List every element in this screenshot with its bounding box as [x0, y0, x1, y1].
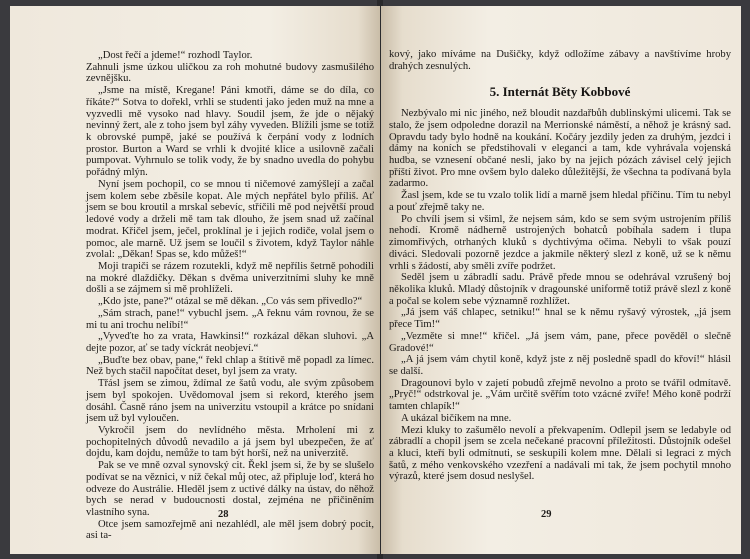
paragraph: kový, jako míváme na Dušičky, když odložíme zábavy a navštívíme hroby drahých zesnulých. [389, 49, 731, 72]
paragraph: „Kdo jste, pane?“ otázal se mě děkan. „Co vás sem přivedlo?“ [98, 296, 363, 308]
paragraph: Dragounovi bylo v zajetí pobudů zřejmě nevolno a proto se tvářil odmítavě. „Pryč!“ odstrkoval je. „Vám určitě svěřím toto vzácné zvíře! Mého koně podrží tamten chlapík!“ [389, 377, 731, 413]
paragraph: „Já jsem váš chlapec, setniku!“ hnal se k němu ryšavý výrostek, „já jsem přece Tim!“ [389, 307, 731, 331]
paragraph: „Vyveďte ho za vrata, Hawkinsi!“ rozkázal děkan sluhovi. „A dejte pozor, ať se tady víckrát neobjeví.“ [86, 331, 374, 354]
left-page-text [86, 50, 374, 542]
page-number: 29 [541, 509, 552, 520]
paragraph: A ukázal bičíkem na mne. [401, 412, 512, 424]
paragraph: „Vezměte si mne!“ křičel. „Já jsem vám, pane, přece pověděl o slečně Gradové!“ [389, 330, 731, 354]
paragraph: Třásl jsem se zimou, ždímal ze šatů vodu, ale svým způsobem jsem byl spokojen. Uvědomoval jsem si rekord, kterého jsem dosáhl. Časně ráno jsem na univerzitu vstoupil a krátce po snídani jsem už byl vyloučen. [86, 378, 374, 425]
paragraph: „A já jsem vám chytil koně, když jste z něj posledně spadl do křoví!“ hlásil se další. [389, 354, 731, 377]
paragraph: Vykročil jsem do nevlídného města. Mrholení mi z pochopitelných důvodů nevadilo a já jsem byl ubezpečen, že ať dojdu, kam dojdu, nemůže to tam být horší, než na univerzitě. [86, 425, 374, 460]
paragraph: Nezbývalo mi nic jiného, než bloudit nazdařbůh dublinskými ulicemi. Tak se stalo, že jsem odpoledne dorazil na Merrionské náměstí, a něhož je krásný sad. Opravdu tady bylo hodně na koukání. Kočáry jezdily jeden za druhým, jezdci i dámy na koních se předstihovali v eleganci a tam, kde vyhrávala vojenská hudba, se vznesení občané nesli, jako by na jejich pózách závisel celý jejich příští život. Pro mne ovšem bylo daleko důležitější, že všechna ta podívaná byla zadarmo. [389, 108, 731, 190]
paragraph: Žasl jsem, kde se tu vzalo tolik lidí a marně jsem hledal příčinu. Tím tu nebyl a pouť zřejmě taky ne. [389, 190, 731, 213]
paragraph: „Jsme na místě, Kregane! Páni kmotři, dáme se do díla, co říkáte?“ Sotva to dořekl, vrhli se studenti jako jeden muž na mne a vyzvedli mě vysoko nad hlavy. Soudil jsem, že jde o nějaký nevinný žert, ale z toho jsem byl záhy vyveden. Blížili jsme se totiž k obrovské pumpě, jaké se používá k čerpání vody z lodních prostor. Burton a Ward se vrhli k dvojité klice a usilovně začali pumpovat. Vyhrnulo se tolik vody, že by snadno uvedla do pohybu pořádný mlýn. [86, 85, 374, 179]
paragraph: Nyní jsem pochopil, co se mnou ti ničemové zamýšlejí a začal jsem kolem sebe zběsile kopat. Ale mých nepřátel bylo příliš. Ať jsem se bou kroutil a mrskal sebevíc, stříčili mě pod největší proud ledové vody a drželi mě tam tak dlouho, že jsem snad už začínal modrat. Křičel jsem, ječel, proklínal je i jejich rodiče, volal jsem o pomoc, ale marně. Už jsem se loučil s životem, když Taylor náhle zvolal: „Děkan! Spas se, kdo můžeš!“ [86, 178, 374, 261]
paragraph: Zahnuli jsme úzkou uličkou za roh mohutné budovy zasmušilého zevnějšku. [86, 61, 374, 85]
left-page [10, 6, 380, 554]
right-page [381, 6, 741, 554]
page-number: 28 [218, 509, 229, 520]
paragraph: „Sám strach, pane!“ vybuchl jsem. „A řeknu vám rovnou, že se mi tu ani trochu nelíbí!“ [86, 307, 374, 331]
paragraph: „Dost řečí a jdeme!“ rozhodl Taylor. [98, 50, 253, 61]
paragraph: Pak se ve mně ozval synovský cit. Řekl jsem si, že by se slušelo podívat se na věznici, v níž čekal můj otec, až připluje loď, která ho odveze do Austrálie. Hleděl jsem z uctivé dálky na ústav, do něhož bych se nerad v budoucnosti dostal, zejména ne přičiněním vlastního syna. [86, 460, 374, 519]
paragraph: „Buďte bez obav, pane,“ řekl chlap a štítivě mě popadl za límec. Než bych stačil napočítat deset, byl jsem za vraty. [86, 354, 374, 378]
paragraph: Mezi kluky to zašumělo nevolí a překvapením. Odlepil jsem se ledabyle od zábradlí a chopil jsem se zcela nečekané pracovní příležitosti. Důstojník odešel a kluci, kteří byli odmítnuti, se seskupili kolem mne. Dělali si legraci z mých šatů, z mého venkovského vzezření a nadávali mi tak, že jsem pochytil mnoho výrazů, které jsem dosud neslyšel. [389, 424, 731, 483]
paragraph: Moji trapiči se rázem rozutekli, když mě nepřílis šetrně pohodili na mokré dlaždičky. Děkan s dvěma univerzitními sluhy ke mně došli a se zájmem si mě prohlíželi. [86, 260, 374, 296]
paragraph: Seděl jsem u zábradlí sadu. Právě přede mnou se odehrával vzrušený boj několika kluků. Mladý důstojník v dragounské uniformě totiž právě slezl z koně a počal se kolem sebe významně rozhlížet. [389, 272, 731, 307]
chapter-heading: 5. Internát Běty Kobbové [489, 84, 631, 100]
paragraph: Otce jsem samozřejmě ani nezahlédl, ale měl jsem dobrý pocit, asi ta- [86, 518, 374, 542]
right-page-text [389, 49, 731, 483]
paragraph: Po chvíli jsem si všiml, že nejsem sám, kdo se sem svým ustrojením příliš nehodí. Kromě nádherně ustrojených bohatců pobíhala sadem i tlupa zimomřivých, otrhaných kluků s dychtivýma očima. Nebyli to však pouzí diváci. Sledovali pozorně jezdce a jakmile některý slezl z koně, už se k němu vrhli s žádostí, aby směli zvíře podržet. [389, 213, 731, 272]
